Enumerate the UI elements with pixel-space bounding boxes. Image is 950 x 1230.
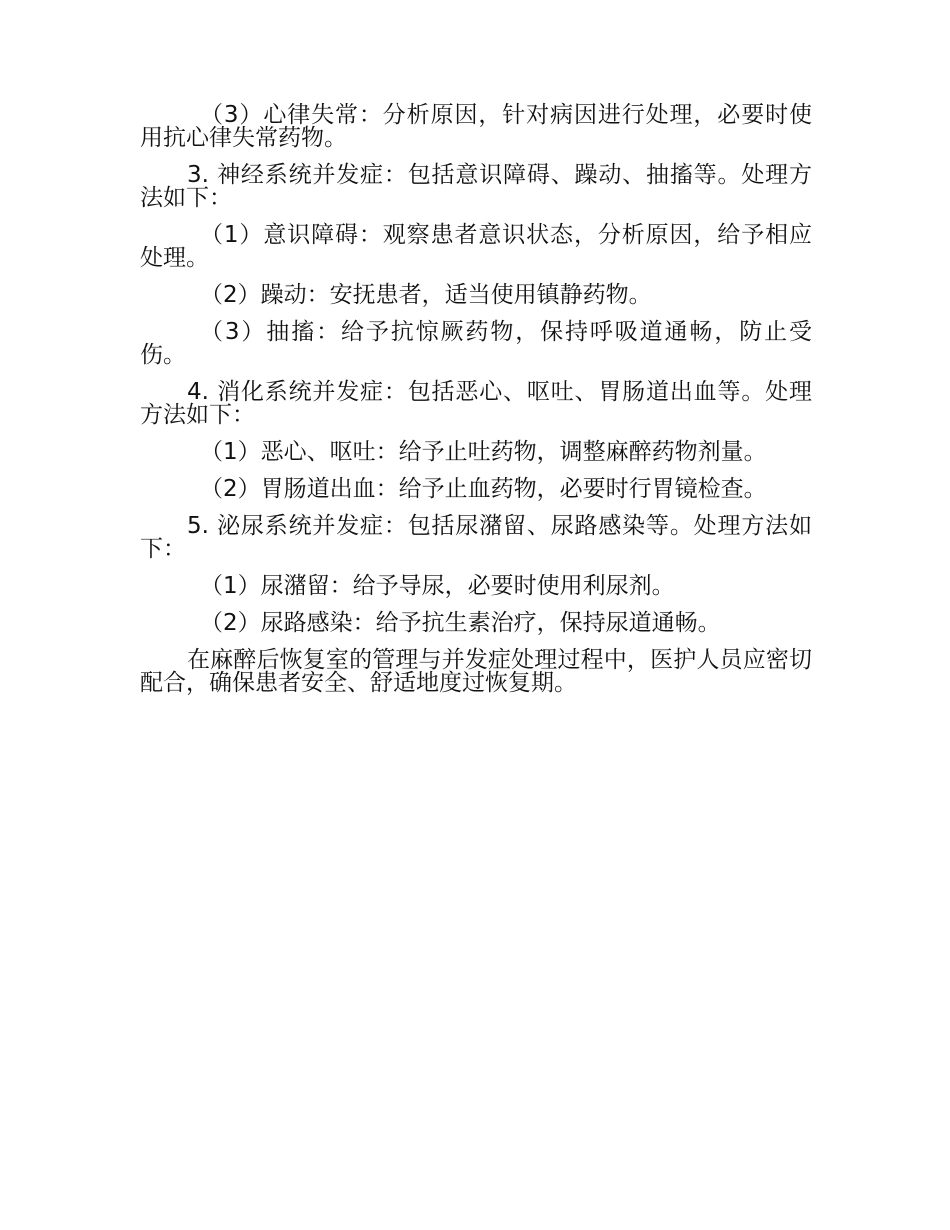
paragraph-urinary-infection: （2）尿路感染：给予抗生素治疗，保持尿道通畅。 <box>200 610 721 636</box>
paragraph-agitation: （2）躁动：安抚患者，适当使用镇静药物。 <box>200 282 652 308</box>
paragraph-conclusion: 在麻醉后恢复室的管理与并发症处理过程中，医护人员应密切配合，确保患者安全、舒适地度过恢复期。 <box>140 647 812 696</box>
paragraph-digestive-complications: 4. 消化系统并发症：包括恶心、呕吐、胃肠道出血等。处理方法如下： <box>140 379 812 428</box>
document-body <box>140 104 812 709</box>
paragraph-arrhythmia: （3）心律失常：分析原因，针对病因进行处理，必要时使用抗心律失常药物。 <box>140 102 812 151</box>
paragraph-neuro-complications: 3. 神经系统并发症：包括意识障碍、躁动、抽搐等。处理方法如下： <box>140 162 812 211</box>
paragraph-seizure: （3）抽搐：给予抗惊厥药物，保持呼吸道通畅，防止受伤。 <box>140 319 812 368</box>
paragraph-gi-bleeding: （2）胃肠道出血：给予止血药物，必要时行胃镜检查。 <box>200 476 767 502</box>
paragraph-consciousness-disorder: （1）意识障碍：观察患者意识状态，分析原因，给予相应处理。 <box>140 222 812 271</box>
paragraph-urinary-complications: 5. 泌尿系统并发症：包括尿潴留、尿路感染等。处理方法如下： <box>140 513 812 562</box>
paragraph-nausea-vomiting: （1）恶心、呕吐：给予止吐药物，调整麻醉药物剂量。 <box>200 439 767 465</box>
paragraph-urinary-retention: （1）尿潴留：给予导尿，必要时使用利尿剂。 <box>200 573 675 599</box>
